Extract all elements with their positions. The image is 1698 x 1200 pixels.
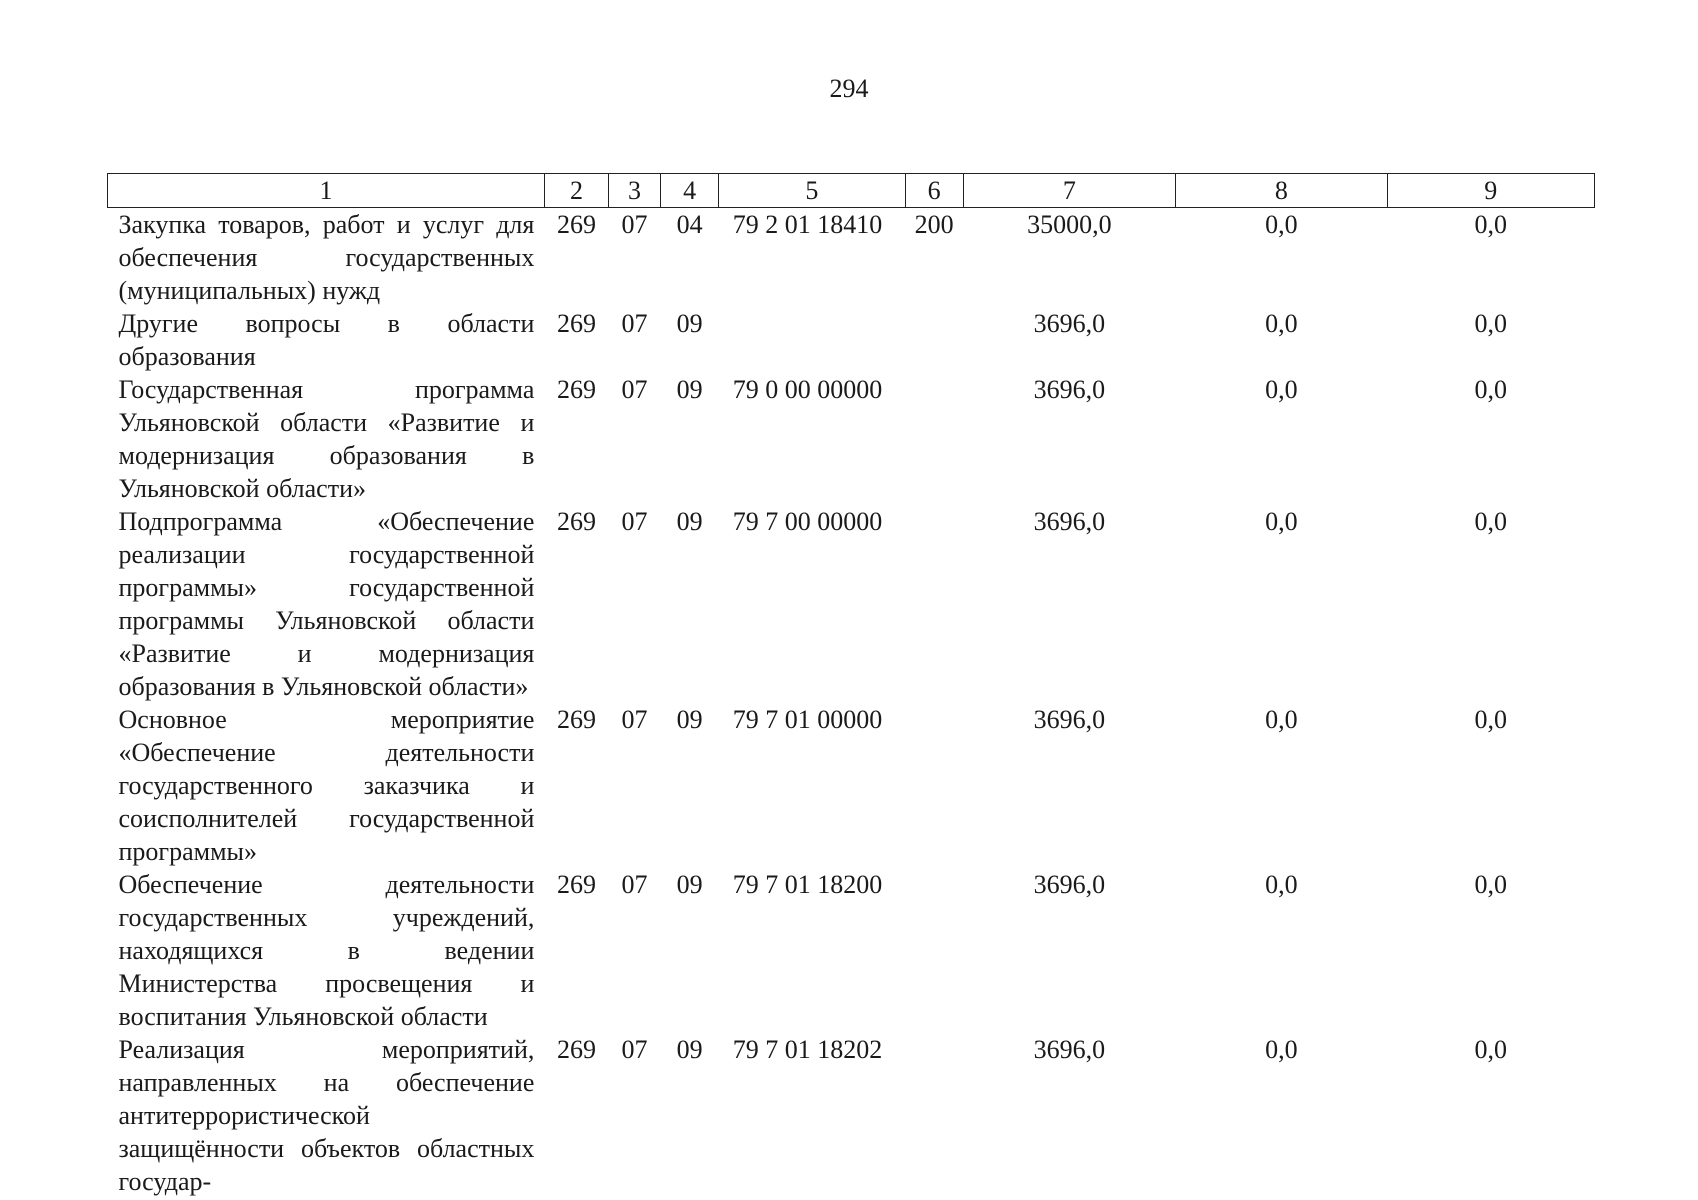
row-rz: 07: [621, 870, 648, 899]
row-ved: 269: [556, 1035, 596, 1064]
row-sum-2: 0,0: [1265, 210, 1298, 239]
row-sum-1: 3696,0: [1033, 309, 1106, 338]
budget-table: [107, 173, 1595, 1198]
table-row: [108, 868, 1595, 1033]
row-sum-3: 0,0: [1474, 870, 1508, 899]
row-ved: 269: [556, 507, 596, 536]
row-name: Другие вопросы в области образования: [118, 309, 535, 371]
table-row: [108, 703, 1595, 868]
row-name: Закупка товаров, работ и услуг для обеспечения государственных (муниципальных) нужд: [118, 210, 535, 305]
row-sum-2: 0,0: [1265, 309, 1298, 338]
row-rz: 07: [621, 309, 648, 338]
table-row: [108, 208, 1595, 308]
row-csr: 79 0 00 00000: [732, 375, 883, 404]
table-row: [108, 307, 1595, 373]
row-rz: 07: [621, 507, 648, 536]
table-row: [108, 505, 1595, 703]
row-pr: 04: [676, 210, 703, 239]
row-ved: 269: [556, 210, 596, 239]
row-name: Государственная программа Ульяновской области «Развитие и модернизация образования в Ульяновской области»: [118, 375, 535, 503]
column-header-9: 9: [1387, 174, 1594, 208]
row-sum-3: 0,0: [1474, 705, 1508, 734]
row-rz: 07: [621, 210, 648, 239]
row-ved: 269: [556, 375, 596, 404]
row-sum-3: 0,0: [1474, 1035, 1508, 1064]
row-sum-1: 3696,0: [1033, 705, 1106, 734]
row-pr: 09: [676, 870, 703, 899]
row-pr: 09: [676, 1035, 703, 1064]
column-header-7: 7: [963, 174, 1175, 208]
row-vr: [905, 868, 963, 1033]
column-header-3: 3: [609, 174, 661, 208]
row-sum-1: 3696,0: [1033, 375, 1106, 404]
row-vr: [905, 307, 963, 373]
row-vr: 200: [914, 210, 954, 239]
row-name: Подпрограмма «Обеспечение реализации государственной программы» государственной программы Ульяновской области «Развитие и модернизация образования в Ульяновской области»: [118, 507, 535, 701]
column-header-8: 8: [1176, 174, 1387, 208]
row-vr: [905, 1033, 963, 1198]
row-csr: 79 7 01 18202: [732, 1035, 883, 1064]
row-rz: 07: [621, 1035, 648, 1064]
column-header-1: 1: [108, 174, 545, 208]
row-name: Реализация мероприятий, направленных на обеспечение антитеррористической защищённости объектов областных государ-: [118, 1035, 535, 1196]
row-csr: [719, 307, 905, 373]
row-sum-2: 0,0: [1265, 705, 1298, 734]
row-pr: 09: [676, 375, 703, 404]
row-vr: [905, 505, 963, 703]
row-ved: 269: [556, 705, 596, 734]
row-csr: 79 7 01 18200: [732, 870, 883, 899]
row-name: Основное мероприятие «Обеспечение деятельности государственного заказчика и соисполнителей государственной программы»: [118, 705, 535, 866]
row-sum-2: 0,0: [1265, 870, 1298, 899]
row-sum-1: 35000,0: [1027, 210, 1112, 239]
column-number-row: [108, 174, 1595, 208]
row-sum-3: 0,0: [1474, 309, 1508, 338]
table-row: [108, 1033, 1595, 1198]
row-csr: 79 2 01 18410: [732, 210, 883, 239]
row-sum-3: 0,0: [1474, 507, 1508, 536]
column-header-4: 4: [661, 174, 719, 208]
table-row: [108, 373, 1595, 505]
row-csr: 79 7 00 00000: [732, 507, 883, 536]
row-pr: 09: [676, 309, 703, 338]
row-sum-1: 3696,0: [1033, 870, 1106, 899]
row-vr: [905, 373, 963, 505]
row-rz: 07: [621, 705, 648, 734]
row-rz: 07: [621, 375, 648, 404]
column-header-6: 6: [905, 174, 963, 208]
row-pr: 09: [676, 507, 703, 536]
row-ved: 269: [556, 309, 596, 338]
column-header-2: 2: [544, 174, 608, 208]
page-number: 294: [829, 74, 869, 103]
row-ved: 269: [556, 870, 596, 899]
row-sum-3: 0,0: [1474, 210, 1508, 239]
row-sum-2: 0,0: [1265, 507, 1298, 536]
row-name: Обеспечение деятельности государственных учреждений, находящихся в ведении Министерства просвещения и воспитания Ульяновской области: [118, 870, 535, 1031]
column-header-5: 5: [719, 174, 905, 208]
row-vr: [905, 703, 963, 868]
row-pr: 09: [676, 705, 703, 734]
row-sum-1: 3696,0: [1033, 507, 1106, 536]
row-sum-2: 0,0: [1265, 375, 1298, 404]
row-sum-3: 0,0: [1474, 375, 1508, 404]
row-sum-2: 0,0: [1265, 1035, 1298, 1064]
row-sum-1: 3696,0: [1033, 1035, 1106, 1064]
row-csr: 79 7 01 00000: [732, 705, 883, 734]
